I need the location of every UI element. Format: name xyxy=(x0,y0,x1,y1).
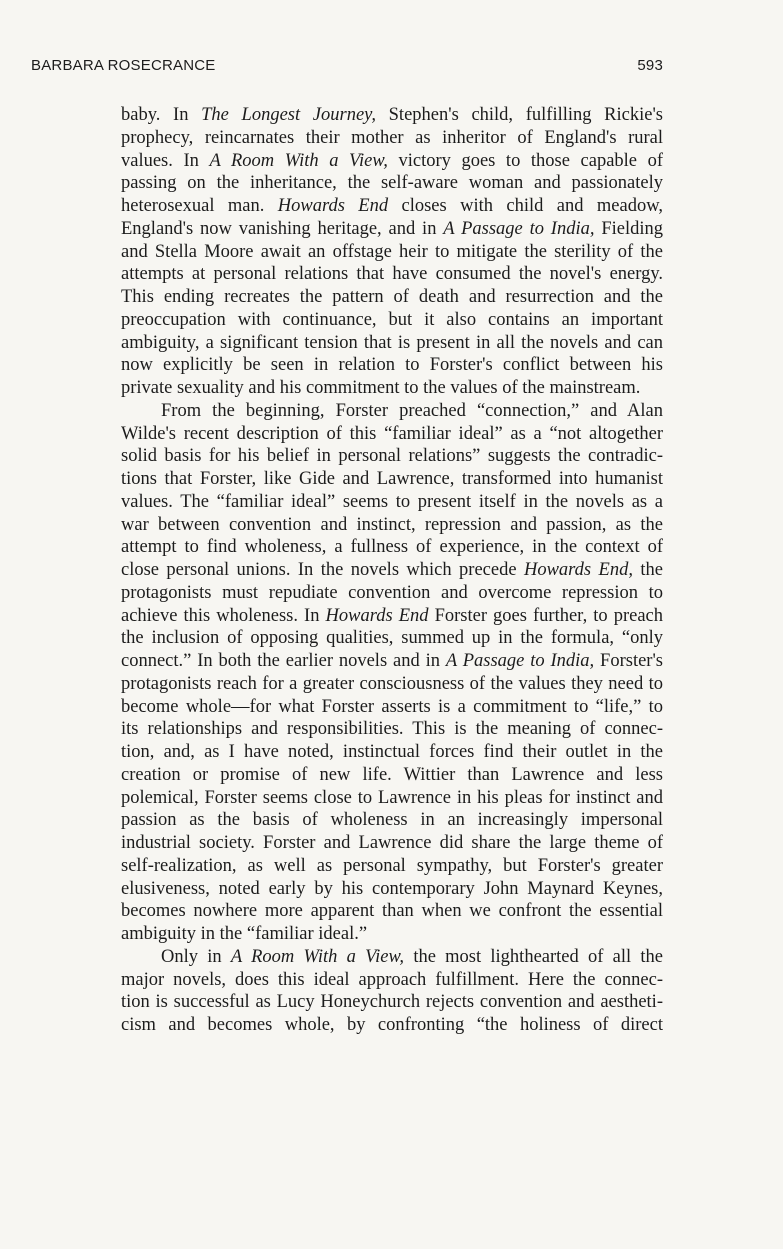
text-run: polemical, Forster seems close to Lawrence in his pleas for instinct and xyxy=(121,787,663,808)
text-line xyxy=(121,946,663,969)
text-line xyxy=(121,400,663,423)
text-line xyxy=(121,445,663,468)
text-line xyxy=(121,673,663,696)
text-run: now explicitly be seen in relation to Forster's conflict between his xyxy=(121,355,663,376)
text-run: industrial society. Forster and Lawrence did share the large theme of xyxy=(121,833,663,853)
text-run: protagonists reach for a greater consciousness of the values they need to xyxy=(121,673,663,694)
body-text xyxy=(121,104,663,1037)
text-run: This ending recreates the pattern of death and resurrection and the xyxy=(121,287,663,307)
text-run: preoccupation with continuance, but it also contains an important xyxy=(121,309,663,330)
text-line xyxy=(121,878,663,901)
text-run: tions that Forster, like Gide and Lawrence, transformed into humanist xyxy=(121,469,663,489)
text-line xyxy=(121,605,663,628)
text-line xyxy=(121,127,663,150)
text-line xyxy=(121,969,663,992)
text-line xyxy=(121,218,663,241)
text-line xyxy=(121,559,663,582)
text-line xyxy=(121,423,663,446)
text-run: cism and becomes whole, by confronting “the holiness of direct xyxy=(121,1015,663,1035)
text-run: attempts at personal relations that have consumed the novel's energy. xyxy=(121,264,663,285)
text-run: become whole—for what Forster asserts is a commitment to “life,” to xyxy=(121,696,663,717)
text-line xyxy=(121,172,663,195)
text-run: Forster's xyxy=(594,651,663,671)
text-run: the xyxy=(632,560,663,580)
text-run: major novels, does this ideal approach fulfillment. Here the connec- xyxy=(121,969,663,990)
text-line xyxy=(121,787,663,810)
text-run: England's now vanishing heritage, and in xyxy=(121,218,444,239)
italic-title: A Passage to India, xyxy=(443,218,595,239)
text-run: tion is successful as Lucy Honeychurch rejects convention and aestheti- xyxy=(121,992,663,1013)
text-run: solid basis for his belief in personal relations” suggests the contradic- xyxy=(121,446,663,467)
text-run: ambiguity in the “familiar ideal.” xyxy=(121,924,368,944)
text-run: elusiveness, noted early by his contemporary John Maynard Keynes, xyxy=(121,878,663,899)
text-run: close personal unions. In the novels which precede xyxy=(121,560,524,580)
text-run: baby. In xyxy=(121,105,202,125)
italic-title: A Room With a View, xyxy=(230,946,405,967)
text-line xyxy=(121,696,663,719)
text-run: Only in xyxy=(161,946,231,967)
text-run: Fielding xyxy=(594,218,663,239)
text-line xyxy=(121,764,663,787)
text-run: the most lighthearted of all the xyxy=(404,946,663,967)
text-line xyxy=(121,855,663,878)
text-line xyxy=(121,536,663,559)
text-line xyxy=(121,991,663,1014)
running-header-author: BARBARA ROSECRANCE xyxy=(31,57,216,74)
text-run: and Stella Moore await an offstage heir to mitigate the sterility of the xyxy=(121,241,663,262)
italic-title: Howards End, xyxy=(523,560,633,580)
paragraph xyxy=(121,104,663,400)
text-run: connect.” In both the earlier novels and in xyxy=(121,651,446,671)
text-run: achieve this wholeness. In xyxy=(121,605,326,626)
text-run: Wilde's recent description of this “familiar ideal” as a “not altogether xyxy=(121,423,663,444)
text-line xyxy=(121,514,663,537)
text-line xyxy=(121,150,663,173)
text-line xyxy=(121,263,663,286)
text-run: prophecy, reincarnates their mother as inheritor of England's rural xyxy=(121,127,663,148)
text-run: creation or promise of new life. Wittier than Lawrence and less xyxy=(121,764,663,785)
text-run: passing on the inheritance, the self-aware woman and passionately xyxy=(121,173,663,194)
italic-title: The Longest Journey, xyxy=(201,105,376,125)
running-header xyxy=(31,57,663,79)
text-line xyxy=(121,718,663,741)
text-run: becomes nowhere more apparent than when we confront the essential xyxy=(121,901,663,922)
text-line xyxy=(121,377,663,400)
text-run: passion as the basis of wholeness in an increasingly impersonal xyxy=(121,810,663,831)
text-run: protagonists must repudiate convention and overcome repression to xyxy=(121,582,663,603)
text-run: heterosexual man. xyxy=(121,196,278,216)
text-run: ambiguity, a significant tension that is present in all the novels and can xyxy=(121,332,663,353)
text-run: self-realization, as well as personal sympathy, but Forster's greater xyxy=(121,855,663,876)
text-line xyxy=(121,195,663,218)
paragraph xyxy=(121,400,663,946)
text-line xyxy=(121,354,663,377)
italic-title: Howards End xyxy=(325,605,429,626)
text-run: From the beginning, Forster preached “connection,” and Alan xyxy=(161,400,663,421)
text-run: values. In xyxy=(121,150,210,171)
text-run: victory goes to those capable of xyxy=(387,150,663,171)
text-line xyxy=(121,900,663,923)
italic-title: A Passage to India, xyxy=(445,651,595,671)
text-run: the inclusion of opposing qualities, summed up in the formula, “only xyxy=(121,628,663,649)
paragraph xyxy=(121,946,663,1037)
italic-title: Howards End xyxy=(277,196,389,216)
text-run: closes with child and meadow, xyxy=(388,196,663,216)
text-line xyxy=(121,582,663,605)
text-line xyxy=(121,923,663,946)
text-line xyxy=(121,627,663,650)
text-run: Stephen's child, fulfilling Rickie's xyxy=(375,105,663,125)
text-run: tion, and, as I have noted, instinctual forces find their outlet in the xyxy=(121,742,663,762)
text-line xyxy=(121,491,663,514)
text-line xyxy=(121,309,663,332)
text-run: attempt to find wholeness, a fullness of experience, in the context of xyxy=(121,537,663,558)
text-line xyxy=(121,241,663,264)
text-line xyxy=(121,104,663,127)
text-line xyxy=(121,468,663,491)
text-run: Forster goes further, to preach xyxy=(428,605,663,626)
page-number: 593 xyxy=(637,57,663,74)
text-run: private sexuality and his commitment to the values of the mainstream. xyxy=(121,378,641,398)
text-run: values. The “familiar ideal” seems to present itself in the novels as a xyxy=(121,491,663,512)
text-line xyxy=(121,332,663,355)
text-line xyxy=(121,1014,663,1037)
text-run: its relationships and responsibilities. This is the meaning of connec- xyxy=(121,719,663,740)
text-run: war between convention and instinct, repression and passion, as the xyxy=(121,514,663,535)
text-line xyxy=(121,650,663,673)
text-line xyxy=(121,741,663,764)
text-line xyxy=(121,809,663,832)
text-line xyxy=(121,286,663,309)
text-line xyxy=(121,832,663,855)
italic-title: A Room With a View, xyxy=(209,150,388,171)
